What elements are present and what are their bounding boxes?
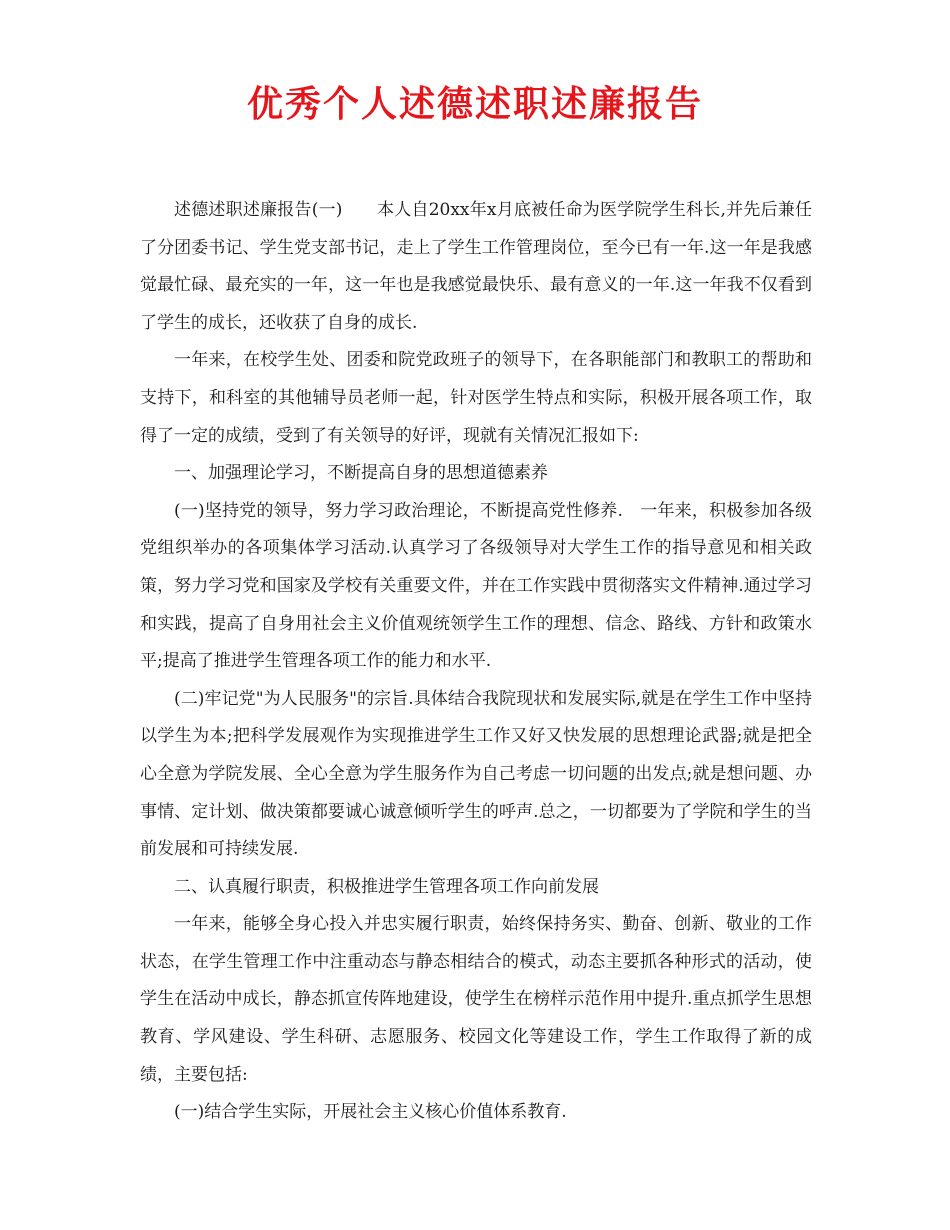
paragraph-duties: 一年来，能够全身心投入并忠实履行职责，始终保持务实、勤奋、创新、敬业的工作状态，在学生管理工作中注重动态与静态相结合的模式，动态主要抓各种形式的活动，使学生在活动中成长，静态抓宣传阵地建设，使学生在榜样示范作用中提升.重点抓学生思想教育、学风建设、学生科研、志愿服务、校园文化等建设工作，学生工作取得了新的成绩，主要包括: <box>140 914 812 1085</box>
document-body <box>140 192 812 1132</box>
paragraph-intro: 述德述职述廉报告(一) 本人自20xx年x月底被任命为医学院学生科长,并先后兼任了分团委书记、学生党支部书记，走上了学生工作管理岗位，至今已有一年.这一年是我感觉最忙碌、最充实的一年，这一年也是我感觉最快乐、最有意义的一年.这一年我不仅看到了学生的成长，还收获了自身的成长. <box>140 200 812 333</box>
paragraph-subheading-core-values: (一)结合学生实际，开展社会主义核心价值体系教育. <box>174 1102 567 1123</box>
paragraph-overview: 一年来，在校学生处、团委和院党政班子的领导下，在各职能部门和教职工的帮助和支持下，和科室的其他辅导员老师一起，针对医学生特点和实际，积极开展各项工作，取得了一定的成绩，受到了有关领导的好评，现就有关情况汇报如下: <box>140 350 812 446</box>
paragraph-party-leadership: (一)坚持党的领导，努力学习政治理论，不断提高党性修养. 一年来，积极参加各级党组织举办的各项集体学习活动.认真学习了各级领导对大学生工作的指导意见和相关政策，努力学习党和国家及学校有关重要文件，并在工作实践中贯彻落实文件精神.通过学习和实践，提高了自身用社会主义价值观统领学生工作的理想、信念、路线、方针和政策水平;提高了推进学生管理各项工作的能力和水平. <box>140 500 812 672</box>
document-title: 优秀个人述德述职述廉报告 <box>246 83 703 125</box>
section-heading-1: 一、加强理论学习，不断提高自身的思想道德素养 <box>174 463 548 484</box>
section-heading-2: 二、认真履行职责，积极推进学生管理各项工作向前发展 <box>174 876 599 897</box>
paragraph-serve-people: (二)牢记党"为人民服务"的宗旨.具体结合我院现状和发展实际,就是在学生工作中坚持以学生为本;把科学发展观作为实现推进学生工作又好又快发展的思想理论武器;就是把全心全意为学院发展、全心全意为学生服务作为自己考虑一切问题的出发点;就是想问题、办事情、定计划、做决策都要诚心诚意倾听学生的呼声.总之，一切都要为了学院和学生的当前发展和可持续发展. <box>140 688 812 860</box>
